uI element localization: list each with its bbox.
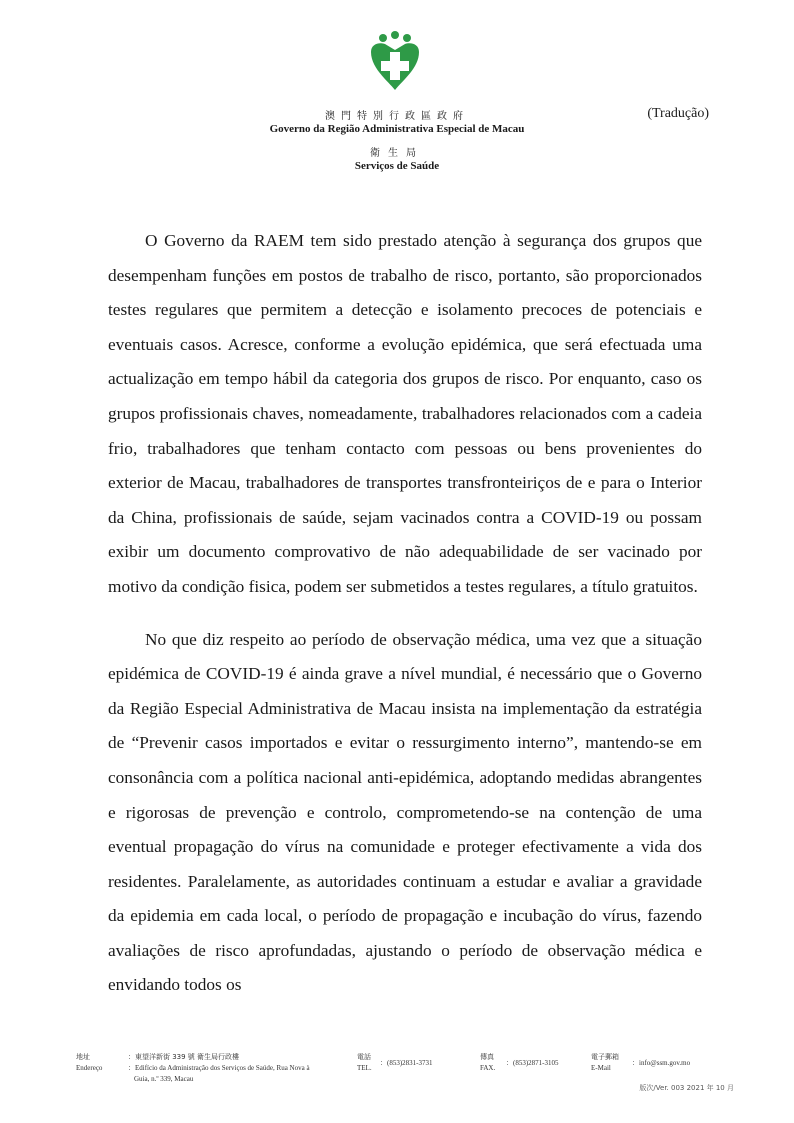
paragraph: O Governo da RAEM tem sido prestado atenção à segurança dos grupos que desempenham funções em postos de trabalho de risco, portanto, são proporcionados testes regulares que permitem a detecção e isolamento precoces de potenciais e eventuais casos. Acresce, conforme a evolução epidémica, que será efectuada uma actualização em tempo hábil da categoria dos grupos de risco. Por enquanto, caso os grupos profissionais chaves, nomeadamente, trabalhadores relacionados com a cadeia frio, trabalhadores que tenham contacto com pessoas ou bens provenientes do exterior de Macau, trabalhadores de transportes transfronteiriços de e para o Interior da China, profissionais de saúde, sejam vacinados contra a COVID-19 ou possam exibir um documento comprovativo de não adequabilidade de ser vacinado por motivo da condição fisica, podem ser submetidos a testes regulares, a título gratuitos. (108, 231, 702, 596)
email-label-pt: E-Mail (591, 1064, 611, 1072)
address-pt-line1: ：Edifício da Administração dos Serviços de Saúde, Rua Nova à (128, 1064, 310, 1072)
health-services-logo-icon (363, 30, 427, 94)
version-label: 版次/Ver. 003 2021 年 10 月 (639, 1084, 734, 1092)
tel-value: ：(853)2831-3731 (380, 1059, 433, 1067)
email-value: ：info@ssm.gov.mo (632, 1059, 691, 1067)
email-label-zh: 電子郵箱 (591, 1053, 619, 1061)
tel-label-pt: TEL. (357, 1064, 372, 1072)
fax-value: ：(853)2871-3105 (506, 1059, 559, 1067)
contact-footer (0, 1050, 794, 1110)
tel-label-zh: 電話 (357, 1053, 371, 1061)
fax-label-zh: 傳真 (480, 1053, 494, 1061)
translation-note: (Tradução) (647, 106, 709, 121)
paragraph: No que diz respeito ao período de observação médica, uma vez que a situação epidémica de COVID-19 é ainda grave a nível mundial, é necessário que o Governo da Região Especial Administrativa de Macau insista na implementação da estratégia de “Prevenir casos importados e evitar o ressurgimento interno”, mantendo-se em consonância com a política nacional anti-epidémica, adoptando medidas abrangentes e rigorosas de prevenção e controlo, comprometendo-se na contenção de uma eventual propagação do vírus na comunidade e proteger efectivamente a vida dos residentes. Paralelamente, as autoridades continuam a estudar e avaliar a gravidade da epidemia em cada local, o período de propagação e incubação do vírus, fazendo avaliações de risco aprofundadas, ajustando o período de observação médica e envidando todos os (108, 629, 702, 995)
department-name-chinese: 衛生局 (370, 148, 424, 159)
address-pt-line2: Guia, n.º 339, Macau (134, 1075, 194, 1083)
address-zh: ：東望洋新街 339 號 衛生局行政樓 (128, 1053, 240, 1061)
letterhead (0, 0, 794, 180)
fax-label-pt: FAX. (480, 1064, 496, 1072)
address-label-pt: Endereço (76, 1064, 103, 1072)
government-name-portuguese: Governo da Região Administrativa Especial de Macau (269, 123, 525, 135)
department-name-portuguese: Serviços de Saúde (354, 160, 440, 172)
address-label-zh: 地址 (76, 1053, 90, 1061)
government-name-chinese: 澳門特別行政區政府 (325, 111, 469, 122)
document-body (108, 224, 702, 1003)
